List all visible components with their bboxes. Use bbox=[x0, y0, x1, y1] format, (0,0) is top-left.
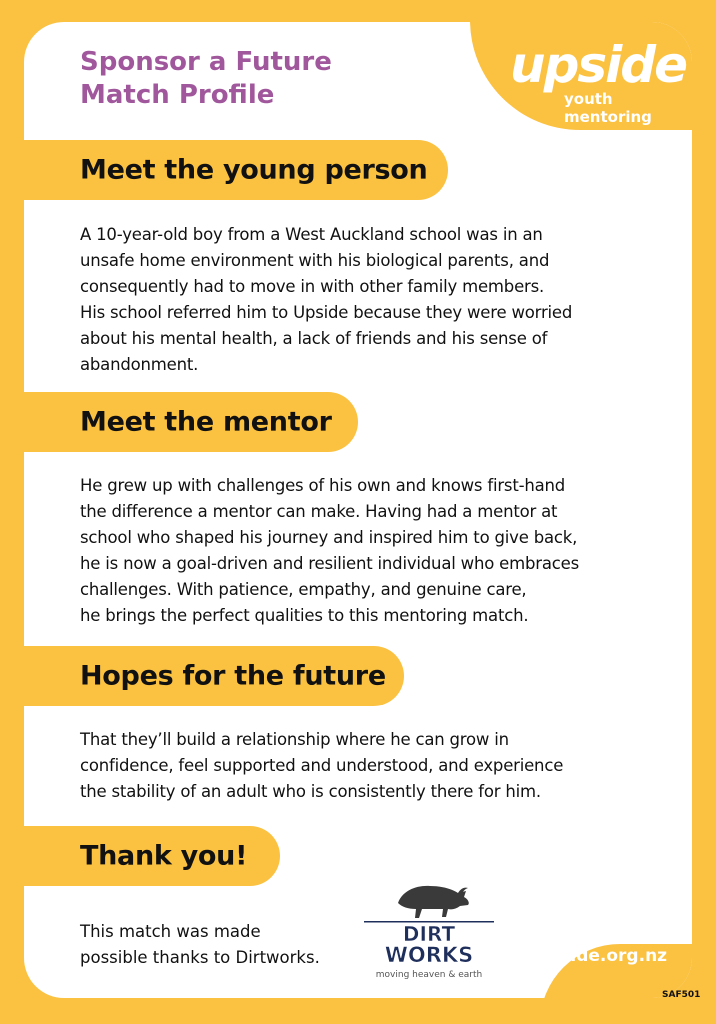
dirtworks-logo bbox=[364, 877, 494, 985]
line: A 10-year-old boy from a West Auckland school was in an bbox=[80, 225, 543, 244]
section-heading-young-person bbox=[24, 140, 448, 200]
line: confidence, feel supported and understood, and experience bbox=[80, 756, 564, 775]
page-title bbox=[80, 46, 332, 112]
line: the stability of an adult who is consistently there for him. bbox=[80, 782, 541, 801]
sponsor-name-line-2: WORKS bbox=[384, 943, 474, 967]
line: He grew up with challenges of his own and knows first-hand bbox=[80, 476, 566, 495]
title-line-1: Sponsor a Future bbox=[80, 47, 332, 77]
section-heading-mentor bbox=[24, 392, 358, 452]
section-heading-hopes bbox=[24, 646, 404, 706]
young-person-text bbox=[80, 222, 650, 378]
heading-text: Meet the young person bbox=[80, 154, 428, 186]
line: the difference a mentor can make. Having had a mentor at bbox=[80, 502, 558, 521]
profile-card bbox=[24, 22, 692, 998]
heading-text: Meet the mentor bbox=[80, 406, 332, 438]
section-heading-thank-you bbox=[24, 826, 280, 886]
line: That they’ll build a relationship where he can grow in bbox=[80, 730, 509, 749]
document-code: SAF501 bbox=[662, 990, 701, 1000]
line: school who shaped his journey and inspired him to give back, bbox=[80, 528, 578, 547]
line: about his mental health, a lack of friends and his sense of bbox=[80, 329, 548, 348]
line: His school referred him to Upside because they were worried bbox=[80, 303, 573, 322]
line: challenges. With patience, empathy, and genuine care, bbox=[80, 580, 527, 599]
line: This match was made bbox=[80, 922, 261, 941]
heading-text: Hopes for the future bbox=[80, 660, 386, 692]
heading-text: Thank you! bbox=[80, 840, 248, 872]
bull-icon bbox=[398, 886, 469, 918]
upside-logo-tagline: youth mentoring bbox=[564, 90, 652, 126]
line: he is now a goal-driven and resilient individual who embraces bbox=[80, 554, 579, 573]
title-line-2: Match Profile bbox=[80, 80, 275, 110]
line: consequently had to move in with other family members. bbox=[80, 277, 545, 296]
line: unsafe home environment with his biological parents, and bbox=[80, 251, 550, 270]
mentor-text bbox=[80, 473, 650, 629]
sponsor-tagline: moving heaven & earth bbox=[375, 970, 483, 980]
sponsor-name-line-1: DIRT bbox=[402, 922, 456, 946]
website-link[interactable]: upside.org.nz bbox=[536, 946, 668, 966]
line: abandonment. bbox=[80, 355, 199, 374]
line: he brings the perfect qualities to this mentoring match. bbox=[80, 606, 529, 625]
thank-you-text bbox=[80, 919, 350, 971]
line: possible thanks to Dirtworks. bbox=[80, 948, 320, 967]
hopes-text bbox=[80, 727, 650, 805]
upside-logo: upside bbox=[510, 36, 686, 94]
